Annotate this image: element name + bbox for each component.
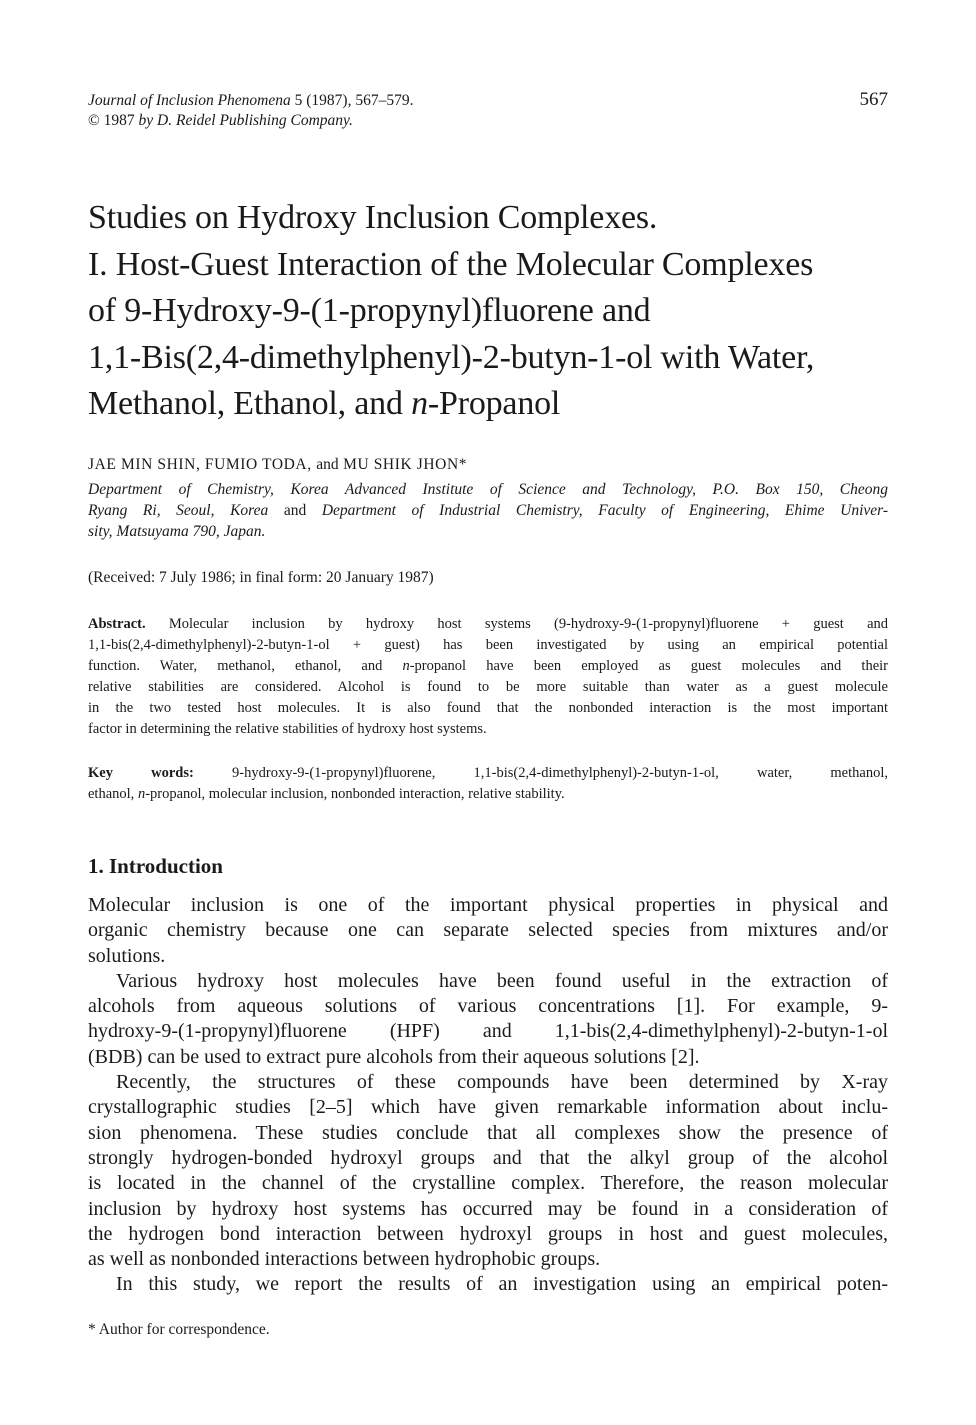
body-line: Molecular inclusion is one of the important physical properties in physical and — [88, 894, 888, 916]
received-dates: (Received: 7 July 1986; in final form: 20 January 1987) — [88, 569, 434, 586]
section-body — [88, 893, 888, 1298]
title-line: I. Host-Guest Interaction of the Molecular Complexes — [88, 245, 814, 283]
abstract-italic: n — [402, 658, 410, 674]
abstract-line — [88, 614, 888, 635]
keywords-text: ethanol, — [88, 786, 138, 802]
journal-name: Journal of Inclusion Phenomena — [88, 92, 291, 109]
body-line: alcohols from aqueous solutions of various concentrations [1]. For example, 9- — [88, 995, 888, 1018]
affiliation-line — [88, 500, 888, 521]
publisher: by D. Reidel Publishing Company. — [138, 112, 353, 129]
journal-citation — [88, 91, 888, 111]
abstract-line: factor in determining the relative stabilities of hydroxy host systems. — [88, 721, 487, 737]
title-line — [88, 381, 888, 428]
body-line: strongly hydrogen-bonded hydroxyl groups and that the alkyl group of the alcohol — [88, 1146, 888, 1169]
abstract-label: Abstract. — [88, 616, 146, 632]
abstract-text: function. Water, methanol, ethanol, and — [88, 658, 403, 674]
copyright — [88, 111, 888, 131]
keywords-line — [88, 784, 888, 805]
affiliation-text: Department of Industrial Chemistry, Faculty of Engineering, Ehime Univer- — [321, 502, 889, 519]
page-number: 567 — [859, 89, 888, 110]
body-line: Recently, the structures of these compounds have been determined by X-ray — [116, 1071, 888, 1094]
affiliation-line: sity, Matsuyama 790, Japan. — [88, 523, 266, 540]
authors — [88, 455, 888, 475]
author-names: JAE MIN SHIN, FUMIO TODA, — [88, 456, 312, 473]
body-line: Various hydroxy host molecules have been found useful in the extraction of — [116, 969, 888, 992]
abstract-text: Molecular inclusion by hydroxy host systems (9-hydroxy-9-(1-propynyl)fluorene + guest and — [168, 616, 889, 632]
title-line: of 9-Hydroxy-9-(1-propynyl)fluorene and — [88, 292, 651, 329]
copyright-year: © 1987 — [88, 112, 135, 129]
keywords-text: 9-hydroxy-9-(1-propynyl)fluorene, 1,1-bis(2,4-dimethylphenyl)-2-butyn-1-ol, water, methanol, — [232, 765, 888, 781]
affiliation-and: and — [283, 502, 307, 519]
title-line: Studies on Hydroxy Inclusion Complexes. — [88, 199, 658, 236]
paper-title — [88, 195, 888, 428]
abstract-line: relative stabilities are considered. Alcohol is found to be more suitable than water as a guest molecule — [88, 679, 888, 695]
title-italic: n — [411, 385, 428, 422]
affiliation-text: Ryang Ri, Seoul, Korea — [88, 502, 269, 519]
author-name: MU SHIK JHON* — [343, 456, 468, 473]
keywords-line — [88, 763, 888, 784]
affiliation — [88, 479, 888, 542]
title-line: 1,1-Bis(2,4-dimethylphenyl)-2-butyn-1-ol with Water, — [88, 338, 815, 376]
abstract-line: in the two tested host molecules. It is also found that the nonbonded interaction is the most important — [88, 700, 888, 716]
body-line: is located in the channel of the crystalline complex. Therefore, the reason molecular — [88, 1172, 888, 1195]
title-text: -Propanol — [427, 385, 561, 422]
abstract-line: 1,1-bis(2,4-dimethylphenyl)-2-butyn-1-ol + guest) has been investigated by using an empirical potential — [88, 637, 888, 653]
body-line: as well as nonbonded interactions between hydrophobic groups. — [88, 1248, 601, 1271]
pages: (1987), 567–579. — [306, 92, 414, 109]
abstract — [88, 614, 888, 740]
body-line: sion phenomena. These studies conclude that all complexes show the presence of — [88, 1121, 888, 1144]
body-line: (BDB) can be used to extract pure alcohols from their aqueous solutions [2]. — [88, 1045, 700, 1068]
body-line: organic chemistry because one can separate selected species from mixtures and/or — [88, 919, 888, 942]
volume: 5 — [294, 92, 303, 109]
affiliation-line: Department of Chemistry, Korea Advanced Institute of Science and Technology, P.O. Box 150, Cheong — [88, 481, 888, 498]
keywords-label: Key words: — [88, 765, 194, 781]
keywords — [88, 763, 888, 805]
journal-header — [88, 91, 888, 131]
body-line: In this study, we report the results of an investigation using an empirical poten- — [116, 1273, 888, 1296]
abstract-line — [88, 656, 888, 677]
keywords-text: -propanol, molecular inclusion, nonbonded interaction, relative stability. — [145, 786, 565, 802]
abstract-text: -propanol have been employed as guest molecules and their — [409, 658, 888, 674]
body-line: the hydrogen bond interaction between hydroxyl groups in host and guest molecules, — [88, 1222, 888, 1245]
body-line: hydroxy-9-(1-propynyl)fluorene (HPF) and 1,1-bis(2,4-dimethylphenyl)-2-butyn-1-ol — [88, 1020, 888, 1043]
body-line: inclusion by hydroxy host systems has occurred may be found in a consideration of — [88, 1197, 888, 1220]
keywords-italic: n — [137, 786, 146, 802]
title-text: Methanol, Ethanol, and — [88, 385, 412, 422]
body-line: solutions. — [88, 944, 166, 967]
footnote: * Author for correspondence. — [88, 1321, 270, 1338]
body-line: crystallographic studies [2–5] which have given remarkable information about inclu- — [88, 1096, 888, 1119]
authors-and: and — [316, 456, 339, 473]
section-heading: 1. Introduction — [88, 854, 223, 878]
